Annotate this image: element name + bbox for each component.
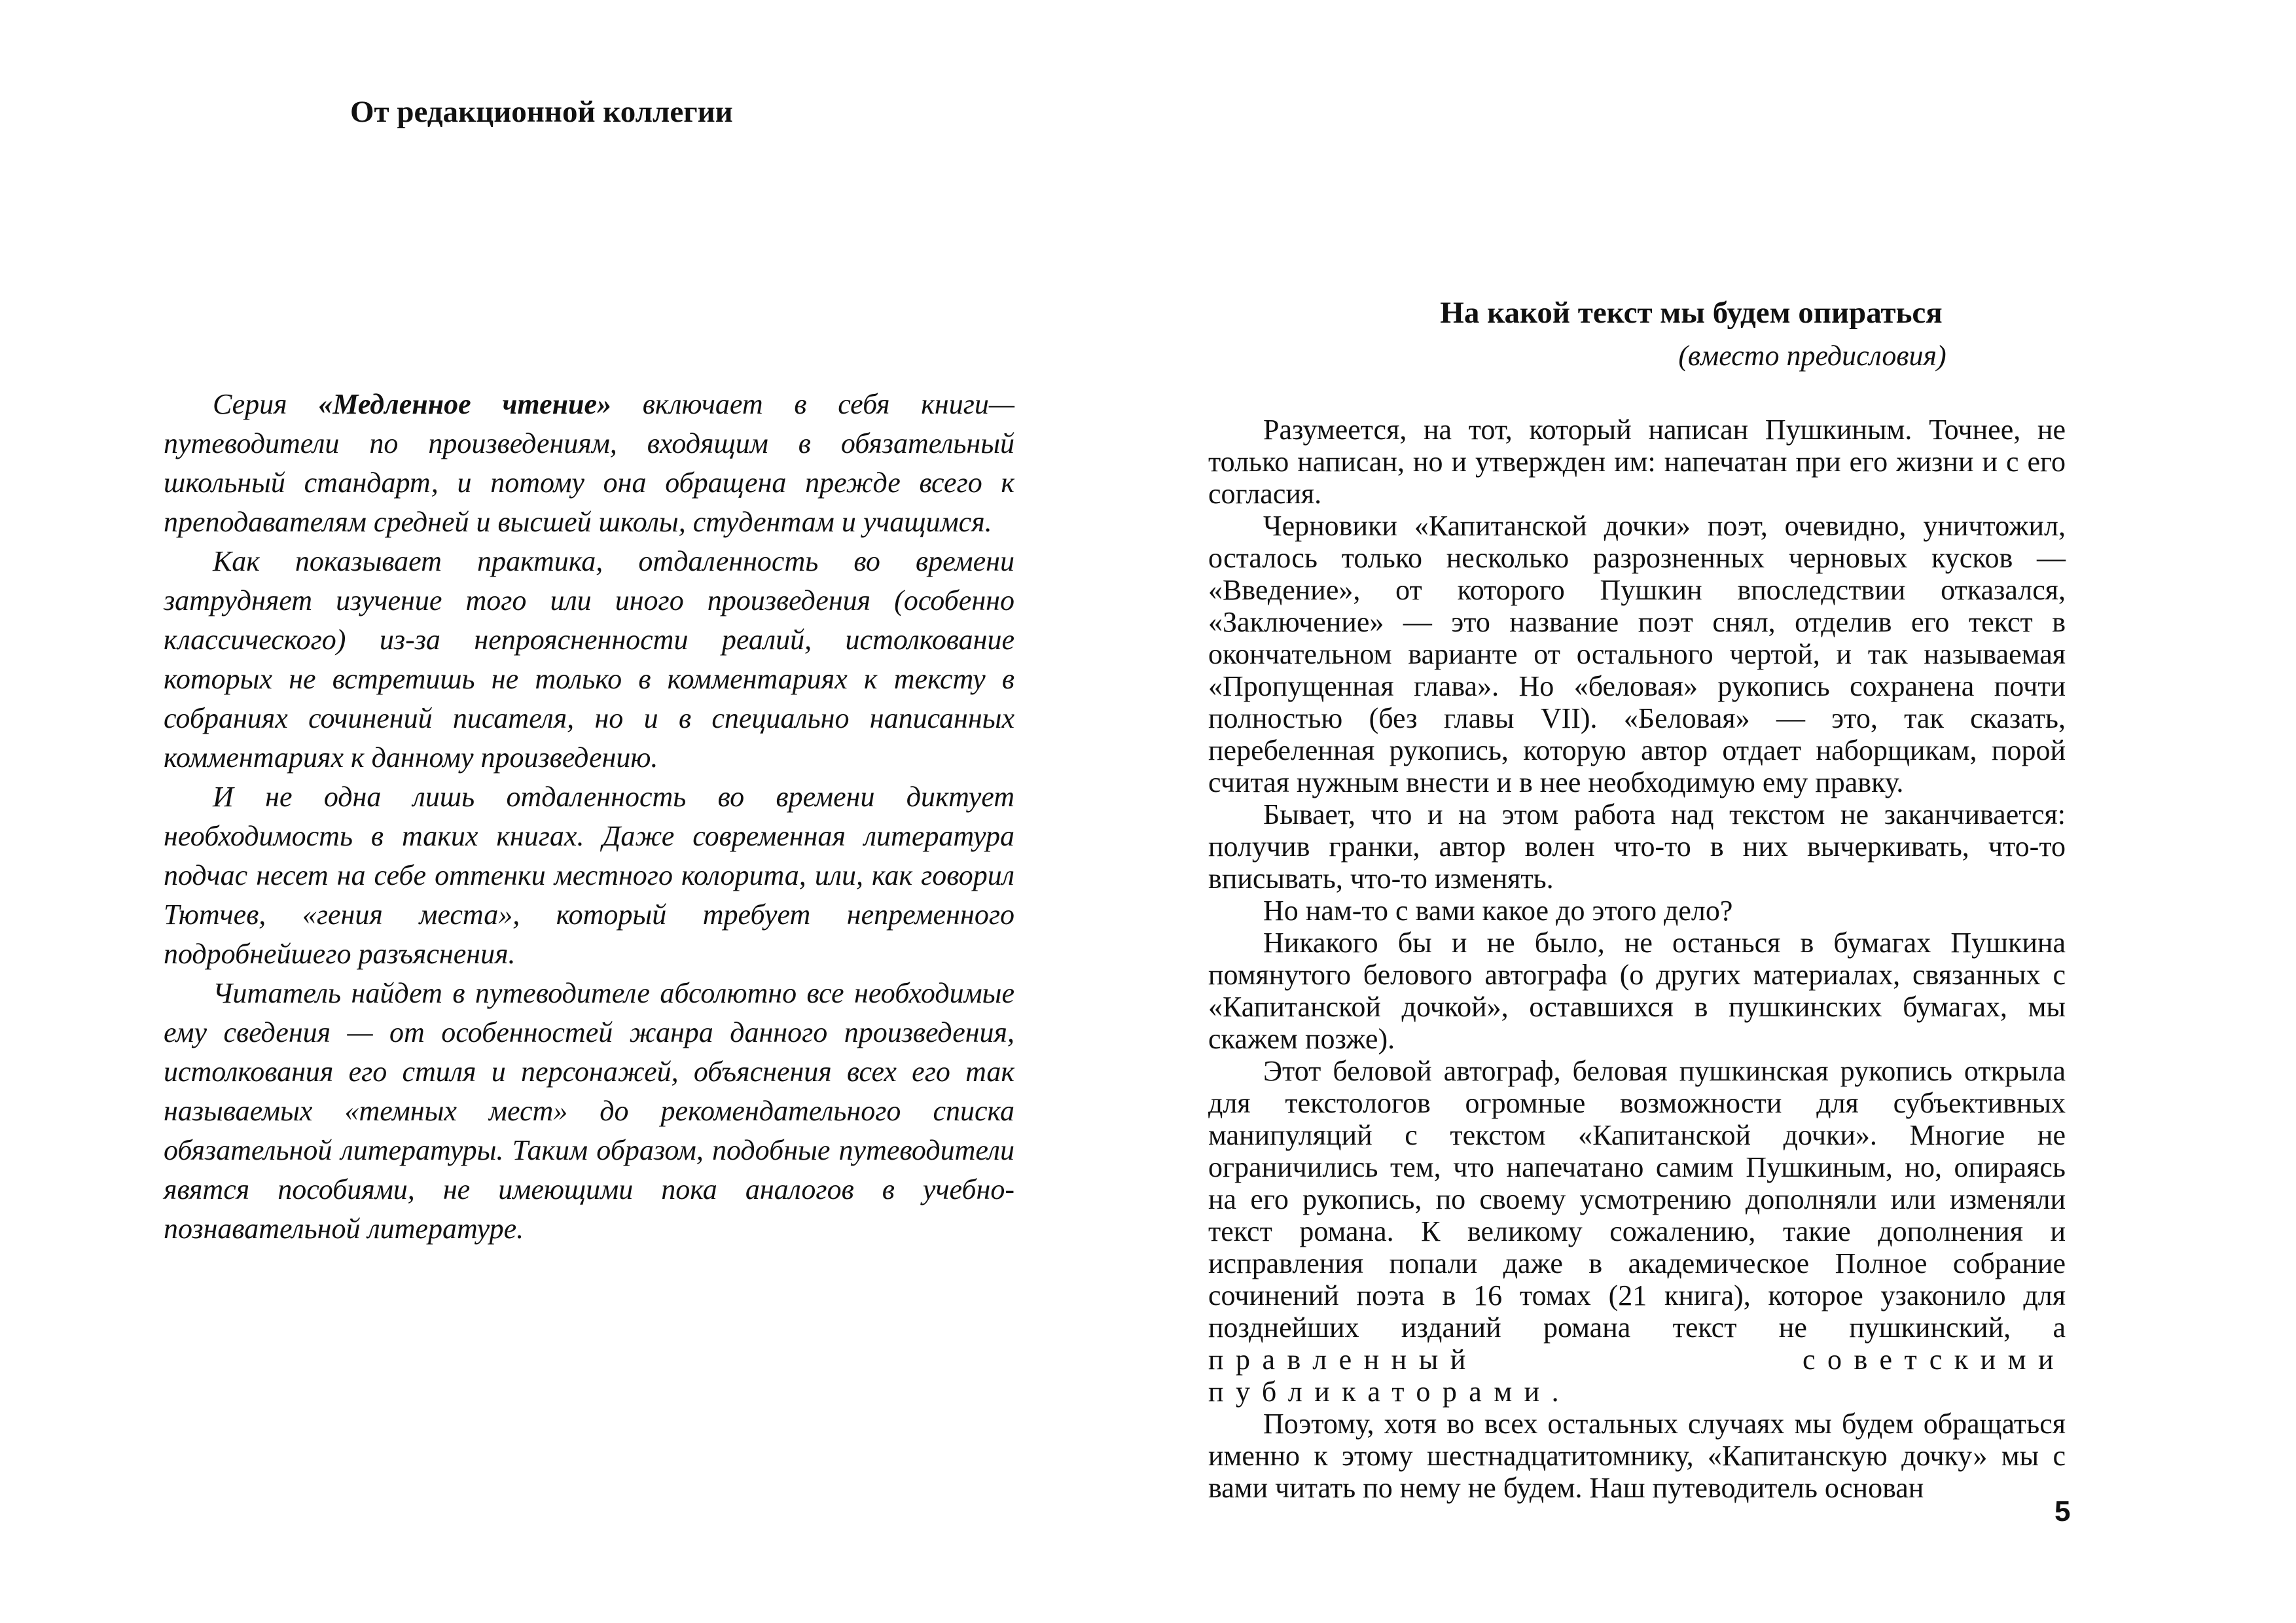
right-paragraph: Но нам-то с вами какое до этого дело? bbox=[1263, 895, 1733, 927]
spaced-emphasis: правленный советскими публикаторами bbox=[1208, 1344, 2066, 1408]
right-paragraph-emphasis bbox=[1208, 1055, 2066, 1408]
right-paragraph: Поэтому, хотя во всех остальных случаях мы будем обращаться именно к этому шестнадцатитомнику, «Капитанскую дочку» мы с вами читать по нему не будем. Наш путеводитель основан bbox=[1208, 1408, 2066, 1504]
left-page-title: От редакционной коллегии bbox=[350, 95, 733, 129]
right-paragraph: Разумеется, на тот, который написан Пушкиным. Точнее, не только написан, но и утвержден им: напечатан при его жизни и с его согласия. bbox=[1208, 414, 2066, 510]
series-name: «Медленное чтение» bbox=[318, 388, 612, 420]
intro-text-start: Серия bbox=[213, 388, 319, 420]
intro-paragraph bbox=[164, 385, 1014, 542]
page-number: 5 bbox=[2054, 1495, 2071, 1527]
emphasis-paragraph-text: Этот беловой автограф, беловая пушкинская рукопись открыла для текстологов огромные возможности для субъективных манипуляций с текстом «Капитанской дочки». Многие не ограничились тем, что напечатано самим Пушкиным, но, опираясь на его рукопись, по своему усмотрению дополняли или изменяли текст романа. К великому сожалению, такие дополнения и исправления попали даже в академическое Полное собрание сочинений поэта в 16 томах (21 книга), которое узаконило для позднейших изданий романа текст не пушкинский, а bbox=[1208, 1055, 2066, 1344]
right-page-title: На какой текст мы будем опираться bbox=[1440, 296, 1943, 330]
right-page-body bbox=[1208, 414, 2066, 1504]
left-paragraph: Читатель найдет в путеводителе абсолютно все необходимые ему сведения — от особенностей жанра данного произведения, истолкования его стиля и персонажей, объяснения всех его так называемых «темных мест» до рекомендательного списка обязательной литературы. Таким образом, подобные путеводители явятся пособиями, не имеющими пока аналогов в учебно-познавательной литературе. bbox=[164, 977, 1014, 1245]
right-paragraph: Бывает, что и на этом работа над текстом не заканчивается: получив гранки, автор волен что-то в них вычеркивать, что-то вписывать, что-то изменять. bbox=[1208, 798, 2066, 895]
right-page bbox=[1148, 0, 2296, 1623]
intro-text-end: включает в себя книги—путеводители по произведениям, входящим в обязательный школьный стандарт, и потому она обращена прежде всего к преподавателям средней и высшей школы, студентам и учащимся. bbox=[164, 388, 1014, 538]
right-paragraph: Никакого бы и не было, не останься в бумагах Пушкина помянутого белового автографа (о других материалах, связанных с «Капитанской дочкой», оставшихся в пушкинских бумагах, мы скажем позже). bbox=[1208, 927, 2066, 1055]
left-page-body bbox=[164, 385, 1014, 1249]
left-paragraph: Как показывает практика, отдаленность во времени затрудняет изучение того или иного произведения (особенно классического) из-за непроясненности реалий, истолкование которых не встретишь не только в комментариях к тексту в собраниях сочинений писателя, но и в специально написанных комментариях к данному произведению. bbox=[164, 545, 1014, 774]
right-paragraph: Черновики «Капитанской дочки» поэт, очевидно, уничтожил, осталось только несколько разрозненных черновых кусков — «Введение», от которого Пушкин впоследствии отказался, «Заключение» — это название поэт снял, отделив его текст в окончательном варианте от остального чертой, и так называемая «Пропущенная глава». Но «беловая» рукопись сохранена почти полностью (без главы VII). «Беловая» — это, так сказать, перебеленная рукопись, которую автор отдает наборщикам, порой считая нужным внести и в нее необходимую ему правку. bbox=[1208, 510, 2066, 798]
emphasis-paragraph-end: . bbox=[1551, 1376, 1559, 1408]
left-paragraph: И не одна лишь отдаленность во времени диктует необходимость в таких книгах. Даже современная литература подчас несет на себе оттенки местного колорита, или, как говорил Тютчев, «гения места», который требует непременного подробнейшего разъяснения. bbox=[164, 781, 1014, 970]
right-page-subtitle: (вместо предисловия) bbox=[1678, 340, 1946, 372]
